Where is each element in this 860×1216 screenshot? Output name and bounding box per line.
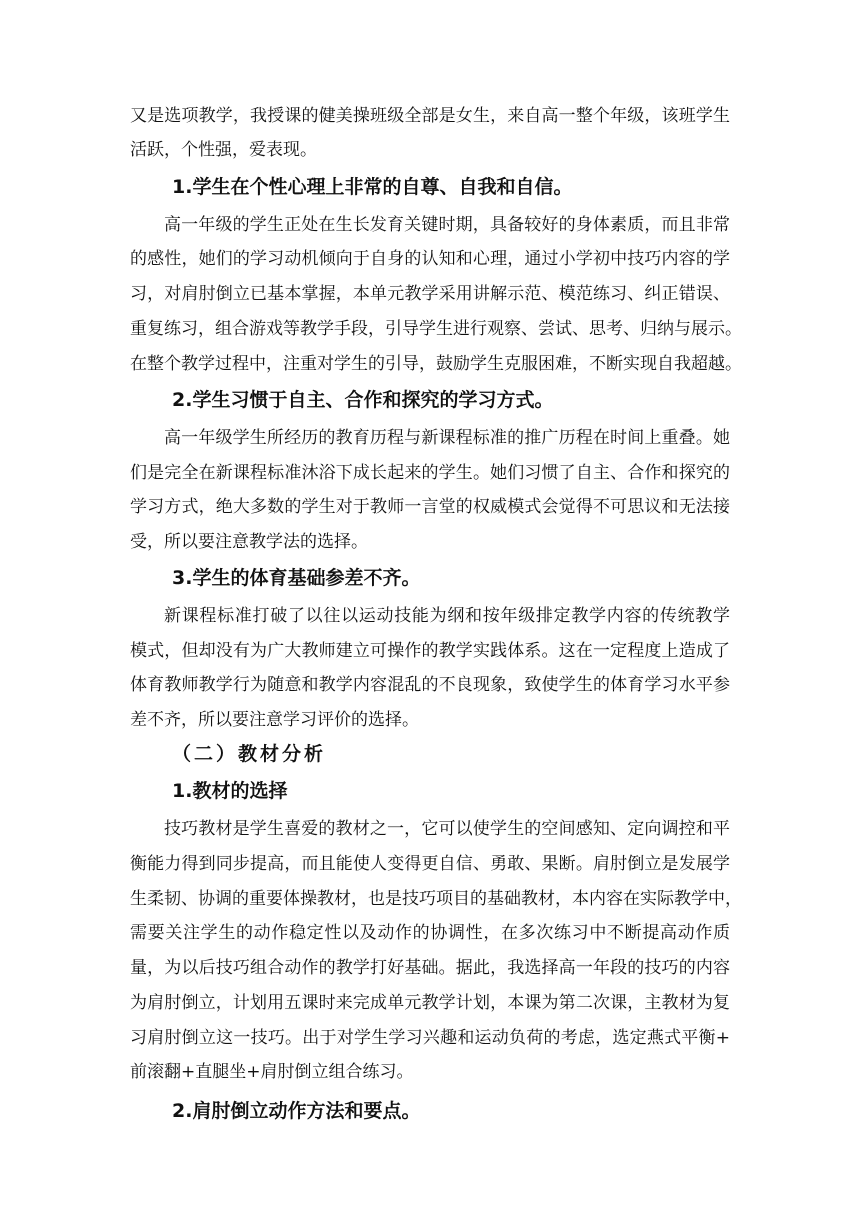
paragraph-line: 生柔韧、协调的重要体操教材，也是技巧项目的基础教材，本内容在实际教学中，	[130, 889, 742, 909]
paragraph-line: 高一年级的学生正处在生长发育关键时期，具备较好的身体素质，而且非常	[164, 215, 730, 235]
paragraph-line: 受，所以要注意教学法的选择。	[130, 532, 368, 552]
heading-5: 2.肩肘倒立动作方法和要点。	[172, 1100, 421, 1122]
paragraph-line: 衡能力得到同步提高，而且能使人变得更自信、勇敢、果断。肩肘倒立是发展学	[130, 854, 730, 874]
paragraph-line: 习肩肘倒立这一技巧。出于对学生学习兴趣和运动负荷的考虑，选定燕式平衡+	[130, 1028, 730, 1048]
paragraph-line: 活跃，个性强，爱表现。	[130, 140, 317, 160]
paragraph-line: 新课程标准打破了以往以运动技能为纲和按年级排定教学内容的传统教学	[164, 606, 730, 626]
heading-1: 1.学生在个性心理上非常的自尊、自我和自信。	[172, 176, 573, 198]
heading-4: 1.教材的选择	[172, 780, 288, 802]
paragraph-line: 需要关注学生的动作稳定性以及动作的协调性，在多次练习中不断提高动作质	[130, 923, 730, 943]
paragraph-line: 差不齐，所以要注意学习评价的选择。	[130, 710, 419, 730]
paragraph-line: 体育教师教学行为随意和教学内容混乱的不良现象，致使学生的体育学习水平参	[130, 675, 730, 695]
paragraph-line: 技巧教材是学生喜爱的教材之一，它可以使学生的空间感知、定向调控和平	[164, 819, 730, 839]
paragraph-line: 在整个教学过程中，注重对学生的引导，鼓励学生克服困难，不断实现自我超越。	[130, 354, 742, 374]
heading-2: 2.学生习惯于自主、合作和探究的学习方式。	[172, 389, 554, 411]
paragraph-line: 量，为以后技巧组合动作的教学打好基础。据此，我选择高一年段的技巧的内容	[130, 958, 730, 978]
paragraph-line: 学习方式，绝大多数的学生对于教师一言堂的权威模式会觉得不可思议和无法接	[130, 497, 730, 517]
paragraph-line: 重复练习，组合游戏等教学手段，引导学生进行观察、尝试、思考、归纳与展示。	[130, 319, 742, 339]
paragraph-line: 习，对肩肘倒立已基本掌握，本单元教学采用讲解示范、模范练习、纠正错误、	[130, 284, 730, 304]
paragraph-line: 模式，但却没有为广大教师建立可操作的教学实践体系。这在一定程度上造成了	[130, 641, 730, 661]
paragraph-line: 又是选项教学，我授课的健美操班级全部是女生，来自高一整个年级，该班学生	[130, 106, 730, 126]
paragraph-line: 的感性，她们的学习动机倾向于自身的认知和心理，通过小学初中技巧内容的学	[130, 249, 730, 269]
paragraph-line: 前滚翻+直腿坐+肩肘倒立组合练习。	[130, 1062, 414, 1082]
paragraph-line: 为肩肘倒立，计划用五课时来完成单元教学计划，本课为第二次课，主教材为复	[130, 993, 730, 1013]
paragraph-line: 们是完全在新课程标准沐浴下成长起来的学生。她们习惯了自主、合作和探究的	[130, 463, 730, 483]
section-heading: （二）教材分析	[172, 743, 327, 765]
heading-3: 3.学生的体育基础参差不齐。	[172, 567, 421, 589]
paragraph-line: 高一年级学生所经历的教育历程与新课程标准的推广历程在时间上重叠。她	[164, 428, 730, 448]
